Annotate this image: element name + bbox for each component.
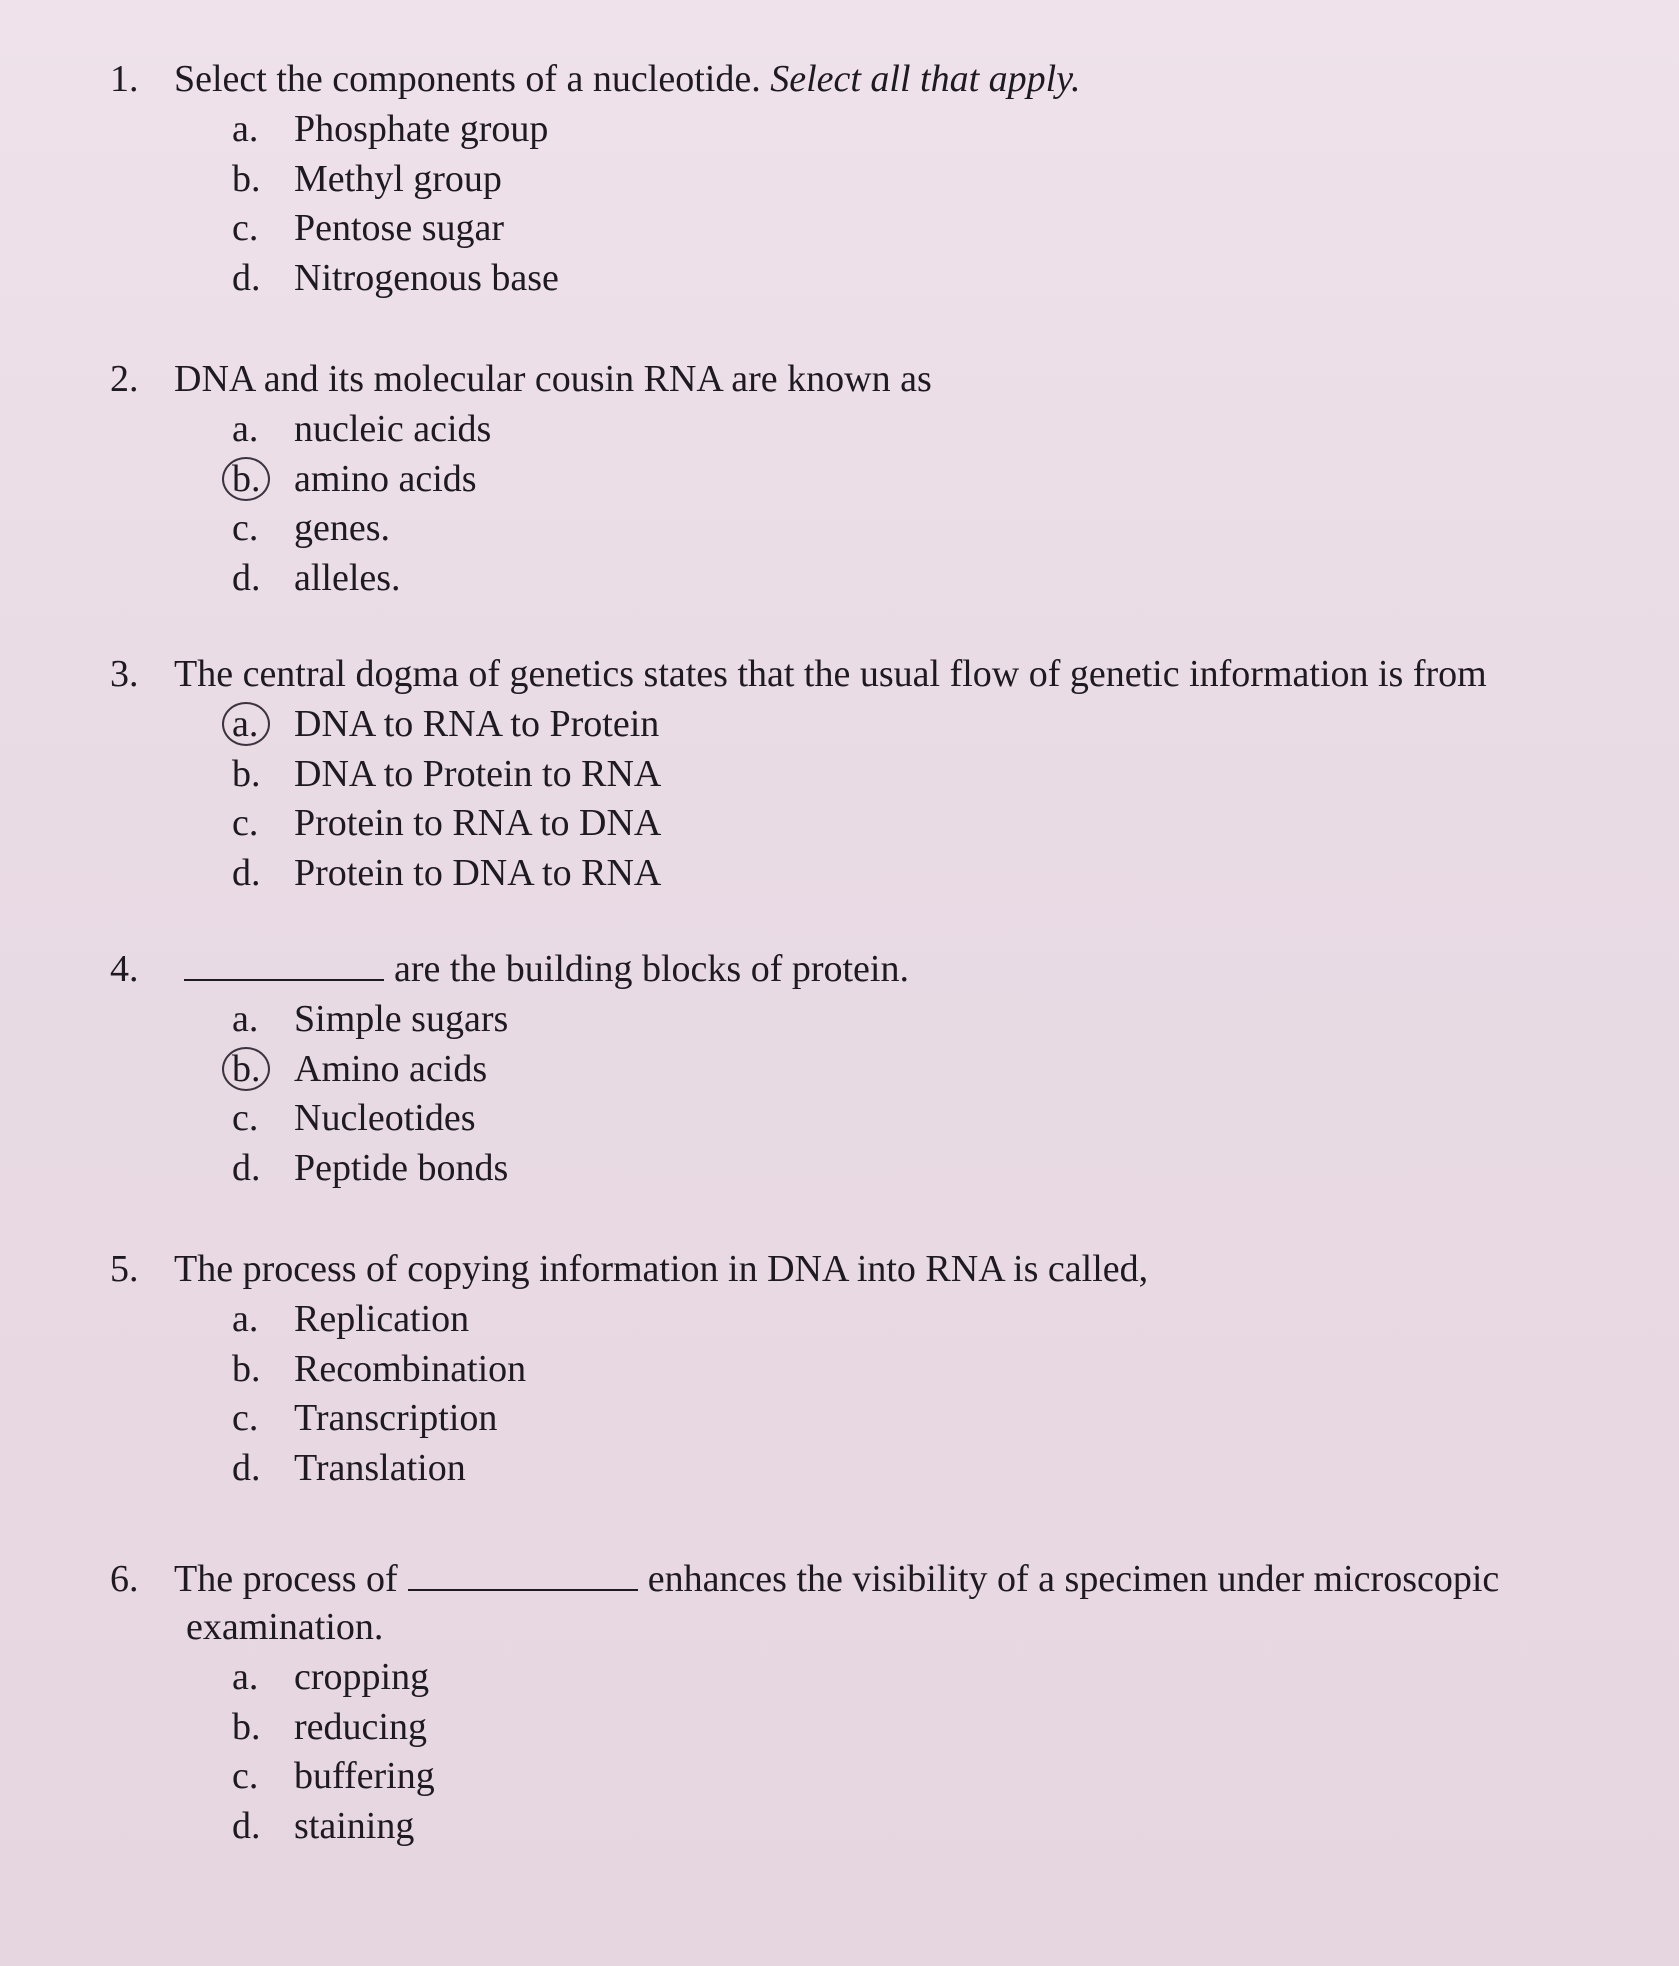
option-text: genes.	[294, 507, 391, 549]
question-text: are the building blocks of protein.	[394, 948, 909, 990]
option-b[interactable]	[232, 1703, 1590, 1753]
option-text: Pentose sugar	[294, 207, 505, 249]
question-4	[110, 945, 1590, 1193]
option-text: Amino acids	[294, 1047, 488, 1090]
question-2-stem	[110, 355, 1590, 403]
answer-options	[110, 105, 1590, 303]
question-text: Select the components of a nucleotide. Select all that apply.	[174, 58, 1081, 100]
option-c[interactable]	[232, 799, 1590, 849]
option-d[interactable]	[232, 554, 1590, 604]
answer-options	[110, 995, 1590, 1193]
option-text: Translation	[294, 1446, 466, 1489]
question-2	[110, 355, 1590, 603]
option-a[interactable]	[232, 1653, 1590, 1703]
option-a[interactable]	[232, 405, 1590, 455]
option-text: DNA to RNA to Protein	[294, 703, 660, 745]
question-5	[110, 1245, 1590, 1493]
option-text: Methyl group	[294, 157, 502, 200]
answer-options	[110, 405, 1590, 603]
question-number: 3.	[110, 653, 139, 695]
option-d[interactable]	[232, 254, 1590, 304]
option-letter: a.	[232, 998, 259, 1040]
option-c[interactable]	[232, 504, 1590, 554]
option-d[interactable]	[232, 849, 1590, 899]
question-1	[110, 55, 1590, 303]
question-text: The central dogma of genetics states that the usual flow of genetic information is from	[174, 653, 1487, 695]
option-text: DNA to Protein to RNA	[294, 752, 662, 795]
option-text: Simple sugars	[294, 998, 509, 1040]
answer-options	[110, 1295, 1590, 1493]
option-text: Nucleotides	[294, 1097, 476, 1139]
circled-option-letter: b.	[232, 455, 294, 505]
question-5-stem	[110, 1245, 1590, 1293]
option-text: Peptide bonds	[294, 1146, 509, 1189]
question-number: 1.	[110, 58, 139, 100]
option-letter: c.	[232, 207, 259, 249]
option-text: cropping	[294, 1656, 430, 1698]
option-letter: d.	[232, 1446, 261, 1489]
option-letter: d.	[232, 1804, 261, 1847]
option-text: Transcription	[294, 1397, 498, 1439]
option-b[interactable]	[232, 1345, 1590, 1395]
question-text: The process of copying information in DNA into RNA is called,	[174, 1248, 1149, 1290]
option-text: Replication	[294, 1298, 470, 1340]
question-number: 2.	[110, 358, 139, 400]
option-text: Nitrogenous base	[294, 256, 559, 299]
option-c[interactable]	[232, 204, 1590, 254]
select-all-instruction: Select all that apply.	[770, 58, 1081, 100]
option-letter: d.	[232, 256, 261, 299]
question-6-stem	[110, 1555, 1590, 1603]
option-letter: a.	[232, 108, 259, 150]
option-text: Phosphate group	[294, 108, 549, 150]
circled-option-letter: a.	[232, 700, 294, 750]
option-c[interactable]	[232, 1394, 1590, 1444]
option-c[interactable]	[232, 1094, 1590, 1144]
question-text-continued: enhances the visibility of a specimen under microscopic	[647, 1558, 1500, 1600]
option-letter: c.	[232, 1097, 259, 1139]
option-text: Recombination	[294, 1347, 527, 1390]
option-b[interactable]	[232, 155, 1590, 205]
option-d[interactable]	[232, 1144, 1590, 1194]
option-letter: b.	[232, 1705, 261, 1748]
answer-options	[110, 700, 1590, 898]
option-letter: a.	[232, 1656, 259, 1698]
option-letter: c.	[232, 802, 259, 844]
option-letter: b.	[232, 752, 261, 795]
option-d[interactable]	[232, 1802, 1590, 1852]
question-text-wrap: examination.	[186, 1606, 384, 1648]
option-a[interactable]	[232, 105, 1590, 155]
question-text: The process of	[174, 1558, 398, 1600]
question-6	[110, 1555, 1590, 1851]
option-text: nucleic acids	[294, 408, 492, 450]
option-text: Protein to DNA to RNA	[294, 851, 662, 894]
option-letter: b.	[232, 157, 261, 200]
option-a[interactable]	[232, 995, 1590, 1045]
option-letter: a.	[232, 408, 259, 450]
question-number: 6.	[110, 1558, 139, 1600]
question-1-stem	[110, 55, 1590, 103]
option-b[interactable]	[232, 455, 1590, 505]
option-a[interactable]	[232, 700, 1590, 750]
option-letter: c.	[232, 1397, 259, 1439]
option-b[interactable]	[232, 1045, 1590, 1095]
option-letter: a.	[232, 1298, 259, 1340]
option-letter: d.	[232, 556, 261, 599]
option-text: reducing	[294, 1705, 427, 1748]
question-4-stem	[110, 945, 1590, 993]
answer-blank[interactable]	[408, 1559, 638, 1591]
option-text: Protein to RNA to DNA	[294, 802, 662, 844]
question-number: 5.	[110, 1248, 139, 1290]
question-3-stem	[110, 650, 1590, 698]
question-number: 4.	[110, 948, 139, 990]
option-b[interactable]	[232, 750, 1590, 800]
option-text: buffering	[294, 1755, 435, 1797]
option-letter: d.	[232, 851, 261, 894]
option-d[interactable]	[232, 1444, 1590, 1494]
circled-option-letter: b.	[232, 1045, 294, 1095]
answer-options	[110, 1653, 1590, 1851]
question-text: DNA and its molecular cousin RNA are known as	[174, 358, 932, 400]
option-text: staining	[294, 1804, 415, 1847]
option-letter: b.	[232, 1347, 261, 1390]
option-letter: d.	[232, 1146, 261, 1189]
option-c[interactable]	[232, 1752, 1590, 1802]
option-letter: c.	[232, 1755, 259, 1797]
question-3	[110, 650, 1590, 898]
option-text: alleles.	[294, 556, 401, 599]
answer-blank[interactable]	[184, 949, 384, 981]
option-letter: c.	[232, 507, 259, 549]
option-text: amino acids	[294, 457, 477, 500]
option-a[interactable]	[232, 1295, 1590, 1345]
